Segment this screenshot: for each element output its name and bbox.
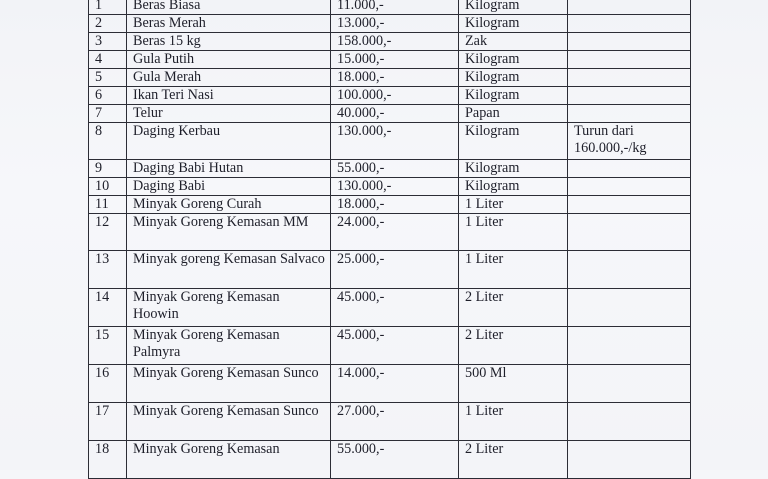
table-row: [89, 441, 691, 479]
item-note: [568, 105, 691, 123]
row-number: 13: [89, 251, 127, 289]
table-row: [89, 105, 691, 123]
table-row: [89, 178, 691, 196]
row-number: 12: [89, 214, 127, 251]
row-number: 8: [89, 123, 127, 160]
item-price: 100.000,-: [331, 87, 459, 105]
table-row: [89, 69, 691, 87]
row-number: 1: [89, 0, 127, 15]
item-name: Minyak Goreng Kemasan MM: [127, 214, 331, 251]
table-row: [89, 214, 691, 251]
item-name: Minyak Goreng Kemasan: [127, 441, 331, 479]
item-name: Minyak Goreng Kemasan Hoowin: [127, 289, 331, 327]
row-number: 11: [89, 196, 127, 214]
item-note: [568, 69, 691, 87]
item-price: 18.000,-: [331, 196, 459, 214]
row-number: 18: [89, 441, 127, 479]
item-note: Turun dari 160.000,-/kg: [568, 123, 691, 160]
item-note: [568, 289, 691, 327]
item-name: Minyak Goreng Kemasan Sunco: [127, 403, 331, 441]
item-unit: Kilogram: [459, 87, 568, 105]
item-unit: Kilogram: [459, 123, 568, 160]
item-unit: 2 Liter: [459, 441, 568, 479]
item-name: Minyak goreng Kemasan Salvaco: [127, 251, 331, 289]
item-note: [568, 327, 691, 365]
item-note: [568, 196, 691, 214]
item-name: Daging Babi: [127, 178, 331, 196]
item-price: 27.000,-: [331, 403, 459, 441]
table-row: [89, 327, 691, 365]
item-note: [568, 251, 691, 289]
table-row: [89, 160, 691, 178]
item-note: [568, 214, 691, 251]
table-row: [89, 51, 691, 69]
item-unit: Zak: [459, 33, 568, 51]
row-number: 9: [89, 160, 127, 178]
item-price: 40.000,-: [331, 105, 459, 123]
row-number: 16: [89, 365, 127, 403]
table-row: [89, 365, 691, 403]
item-unit: Kilogram: [459, 0, 568, 15]
item-note: [568, 33, 691, 51]
item-unit: 1 Liter: [459, 196, 568, 214]
item-price: 24.000,-: [331, 214, 459, 251]
table-row: [89, 33, 691, 51]
item-note: [568, 365, 691, 403]
item-unit: 2 Liter: [459, 327, 568, 365]
item-note: [568, 87, 691, 105]
item-name: Minyak Goreng Kemasan Palmyra: [127, 327, 331, 365]
row-number: 3: [89, 33, 127, 51]
item-price: 55.000,-: [331, 441, 459, 479]
item-unit: Kilogram: [459, 160, 568, 178]
row-number: 10: [89, 178, 127, 196]
item-unit: 1 Liter: [459, 214, 568, 251]
table-row: [89, 403, 691, 441]
row-number: 5: [89, 69, 127, 87]
item-price: 45.000,-: [331, 289, 459, 327]
item-name: Beras Biasa: [127, 0, 331, 15]
item-name: Telur: [127, 105, 331, 123]
item-unit: 1 Liter: [459, 251, 568, 289]
row-number: 2: [89, 15, 127, 33]
item-unit: 2 Liter: [459, 289, 568, 327]
item-price: 13.000,-: [331, 15, 459, 33]
item-note: [568, 403, 691, 441]
item-note: [568, 51, 691, 69]
item-price: 11.000,-: [331, 0, 459, 15]
item-name: Minyak Goreng Kemasan Sunco: [127, 365, 331, 403]
item-name: Ikan Teri Nasi: [127, 87, 331, 105]
item-name: Minyak Goreng Curah: [127, 196, 331, 214]
item-note: [568, 178, 691, 196]
item-name: Beras Merah: [127, 15, 331, 33]
row-number: 4: [89, 51, 127, 69]
item-price: 15.000,-: [331, 51, 459, 69]
item-name: Daging Kerbau: [127, 123, 331, 160]
table-row: [89, 123, 691, 160]
item-unit: Kilogram: [459, 51, 568, 69]
table-row: [89, 251, 691, 289]
item-name: Gula Merah: [127, 69, 331, 87]
item-price: 158.000,-: [331, 33, 459, 51]
row-number: 6: [89, 87, 127, 105]
item-price: 130.000,-: [331, 178, 459, 196]
row-number: 7: [89, 105, 127, 123]
price-table: [88, 0, 691, 479]
row-number: 17: [89, 403, 127, 441]
item-unit: 1 Liter: [459, 403, 568, 441]
item-note: [568, 441, 691, 479]
row-number: 15: [89, 327, 127, 365]
item-unit: Papan: [459, 105, 568, 123]
item-unit: Kilogram: [459, 178, 568, 196]
item-price: 25.000,-: [331, 251, 459, 289]
item-name: Daging Babi Hutan: [127, 160, 331, 178]
table-row: [89, 289, 691, 327]
item-unit: Kilogram: [459, 15, 568, 33]
item-name: Gula Putih: [127, 51, 331, 69]
item-note: [568, 160, 691, 178]
item-price: 55.000,-: [331, 160, 459, 178]
table-row: [89, 15, 691, 33]
table-row: [89, 0, 691, 15]
table-row: [89, 87, 691, 105]
item-unit: Kilogram: [459, 69, 568, 87]
table-row: [89, 196, 691, 214]
item-name: Beras 15 kg: [127, 33, 331, 51]
item-unit: 500 Ml: [459, 365, 568, 403]
item-price: 45.000,-: [331, 327, 459, 365]
row-number: 14: [89, 289, 127, 327]
item-note: [568, 0, 691, 15]
item-price: 18.000,-: [331, 69, 459, 87]
item-price: 130.000,-: [331, 123, 459, 160]
item-note: [568, 15, 691, 33]
item-price: 14.000,-: [331, 365, 459, 403]
